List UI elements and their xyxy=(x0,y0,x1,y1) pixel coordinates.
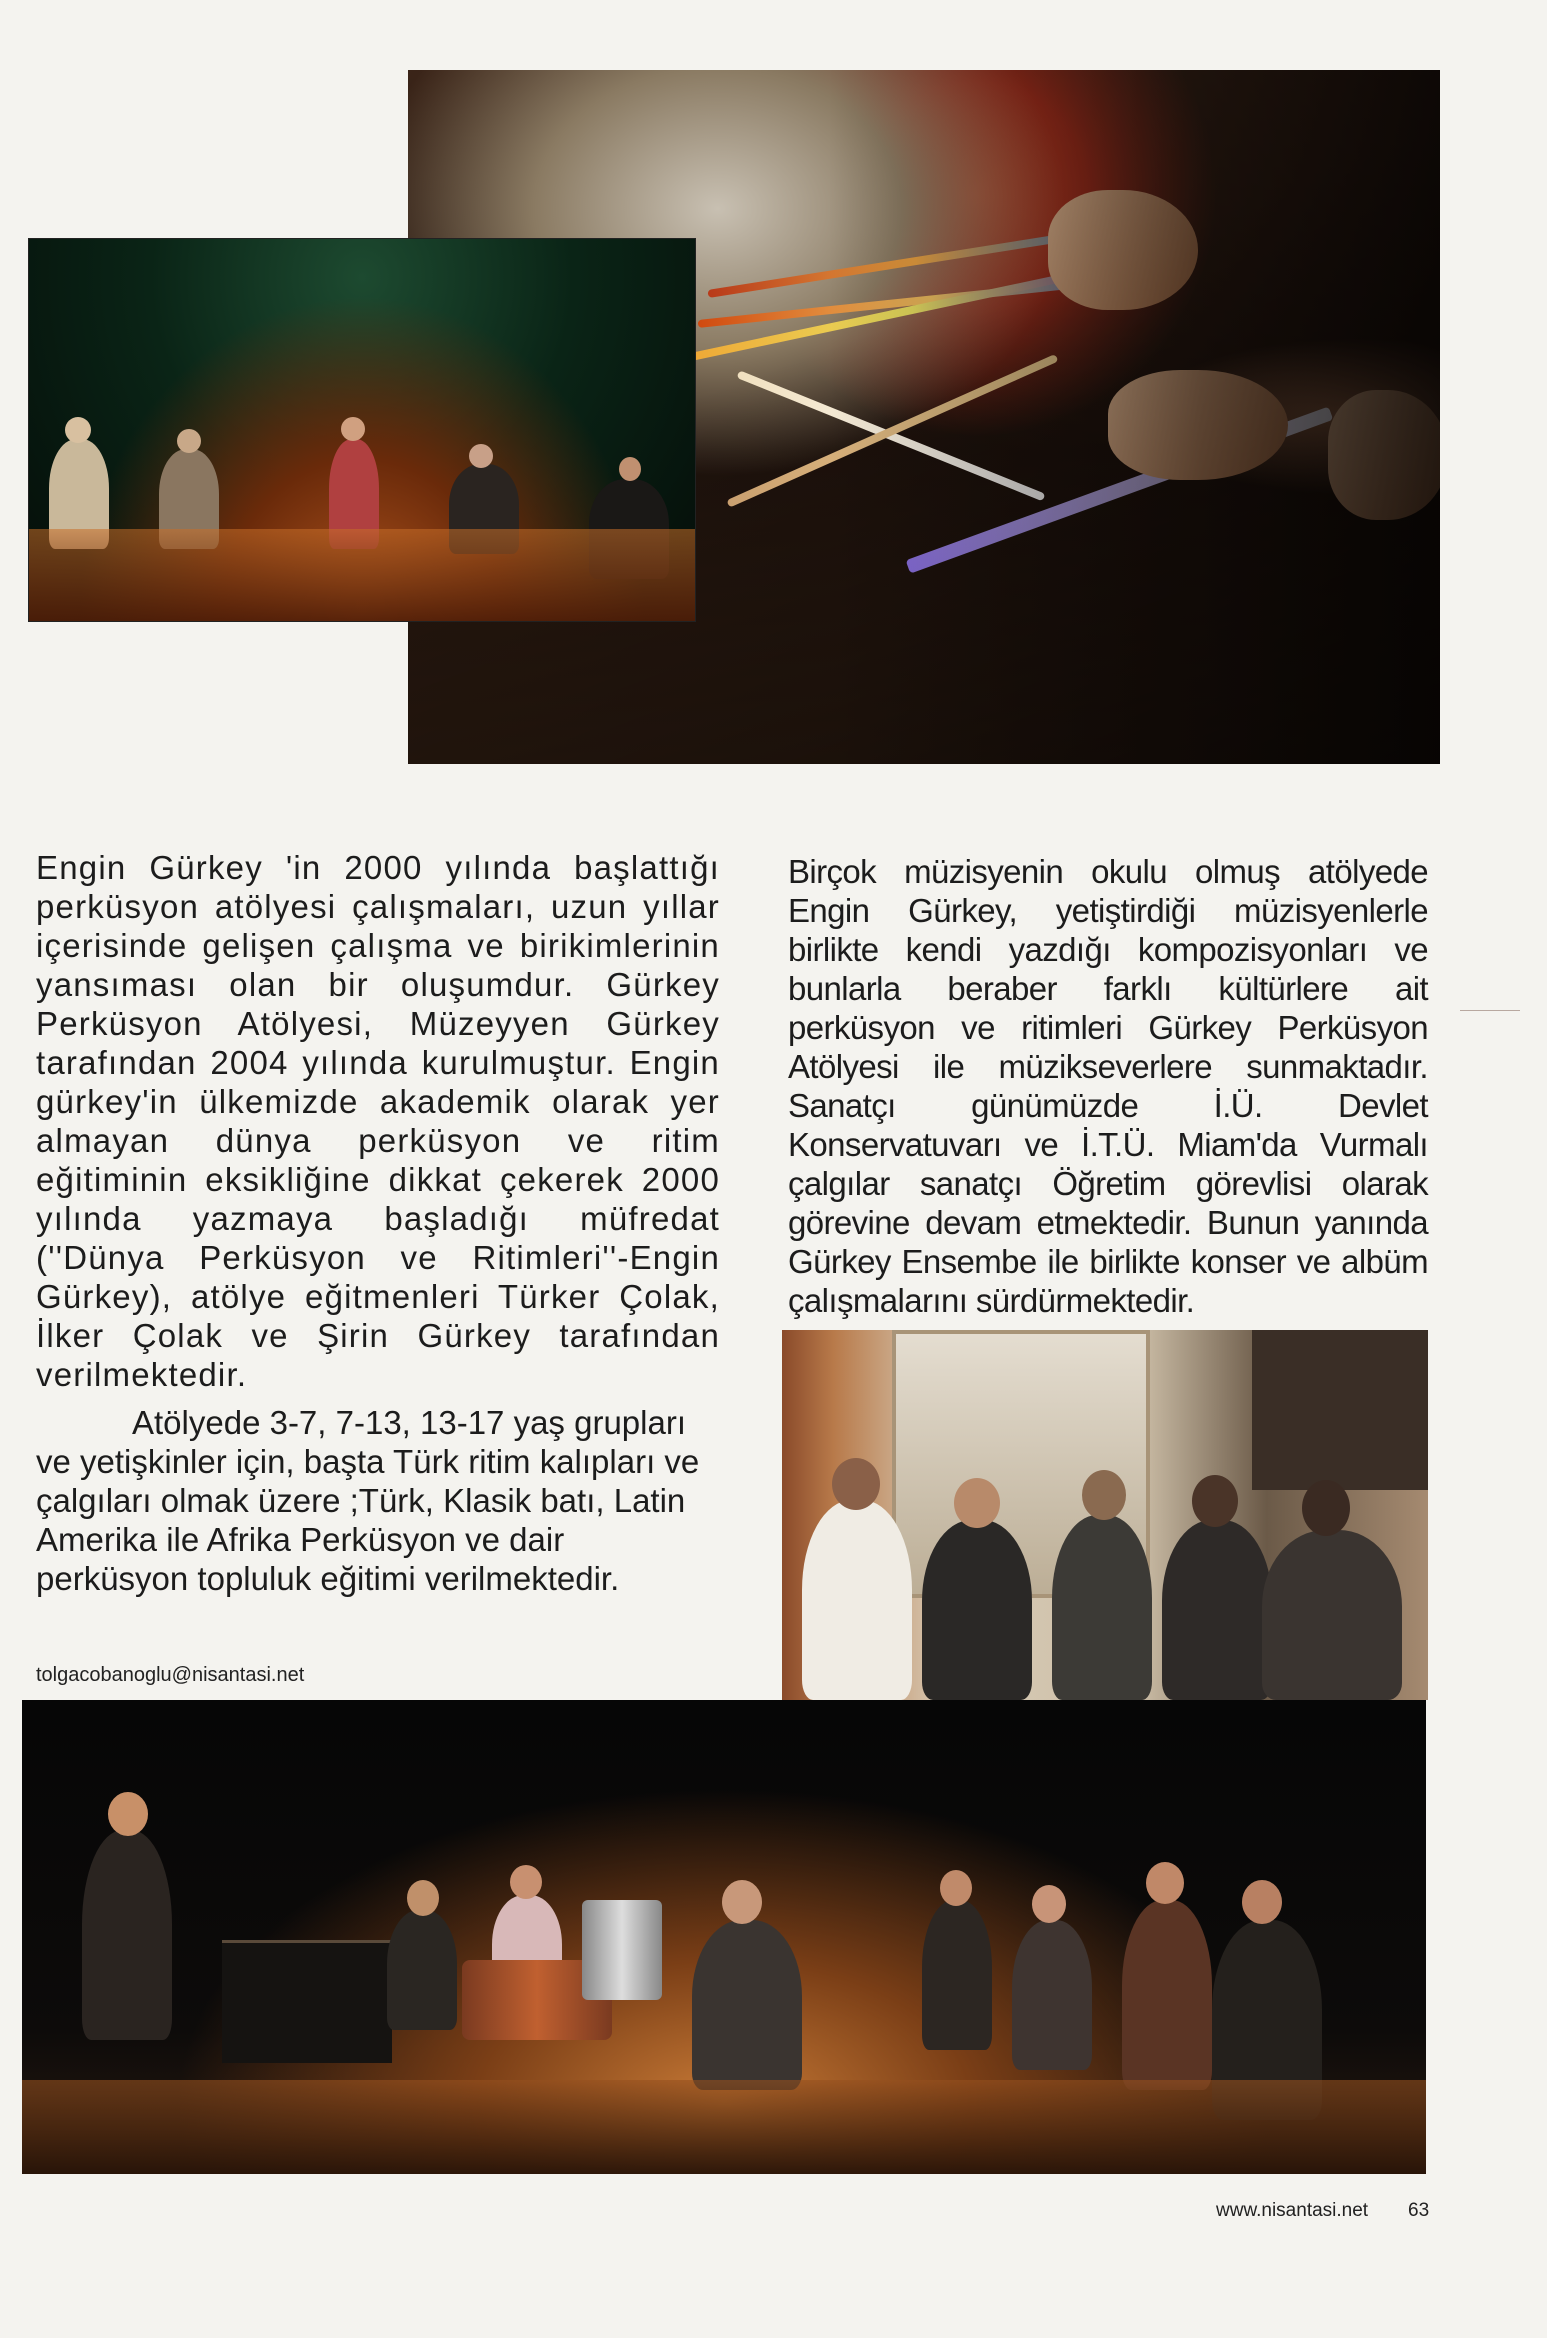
page-number: 63 xyxy=(1408,2200,1430,2221)
photo-stage-performance-small xyxy=(28,238,696,622)
footer-url[interactable]: www.nisantasi.net xyxy=(1216,2200,1369,2221)
right-column-paragraph: Birçok müzisyenin okulu olmuş atölyede Engin Gürkey, yetiştirdiği müzisyenlerle birlikte kendi yazdığı kompozisyonları ve bunlarla beraber farklı kültürlere ait perküsyon ve ritimleri Gürkey Perküsyon Atölyesi ile müzikseverlere sunmaktadır. Sanatçı günümüzde İ.Ü. Devlet Konservatuvarı ve İ.T.Ü. Miam'da Vurmalı çalgılar sanatçı Öğretim görevlisi olarak görevine devam etmektedir. Bunun yanında Gürkey Ensembe ile birlikte konser ve albüm çalışmalarını sürdürmektedir. xyxy=(788,853,1428,1319)
divider-line xyxy=(1460,1010,1520,1011)
author-email[interactable]: tolgacobanoglu@nisantasi.net xyxy=(36,1664,305,1686)
left-column-paragraph-2-text: Atölyede 3-7, 7-13, 13-17 yaş grupları ve yetişkinler için, başta Türk ritim kalıpları ve çalgıları olmak üzere ;Türk, Klasik batı, Latin Amerika ile Afrika Perküsyon ve dair perküsyon topluluk eğitimi verilmektedir. xyxy=(36,1404,700,1597)
photo-workshop-classroom xyxy=(782,1330,1428,1700)
left-column-paragraph-1: Engin Gürkey 'in 2000 yılında başlattığı perküsyon atölyesi çalışmaları, uzun yıllar içerisinde gelişen çalışma ve birikimlerinin yansıması olan bir oluşumdur. Gürkey Perküsyon Atölyesi, Müzeyyen Gürkey tarafından 2004 yılında kurulmuştur. Engin gürkey'in ülkemizde akademik olarak yer almayan dünya perküsyon ve ritim eğitiminin eksikliğine dikkat çekerek 2000 yılında yazmaya başladığı müfredat (''Dünya Perküsyon ve Ritimleri''-Engin Gürkey), atölye eğitmenleri Türker Çolak, İlker Çolak ve Şirin Gürkey tarafından verilmektedir. xyxy=(36,849,720,1393)
photo-ensemble-stage-large xyxy=(22,1700,1426,2174)
left-column-paragraph-2 xyxy=(36,1403,720,1598)
